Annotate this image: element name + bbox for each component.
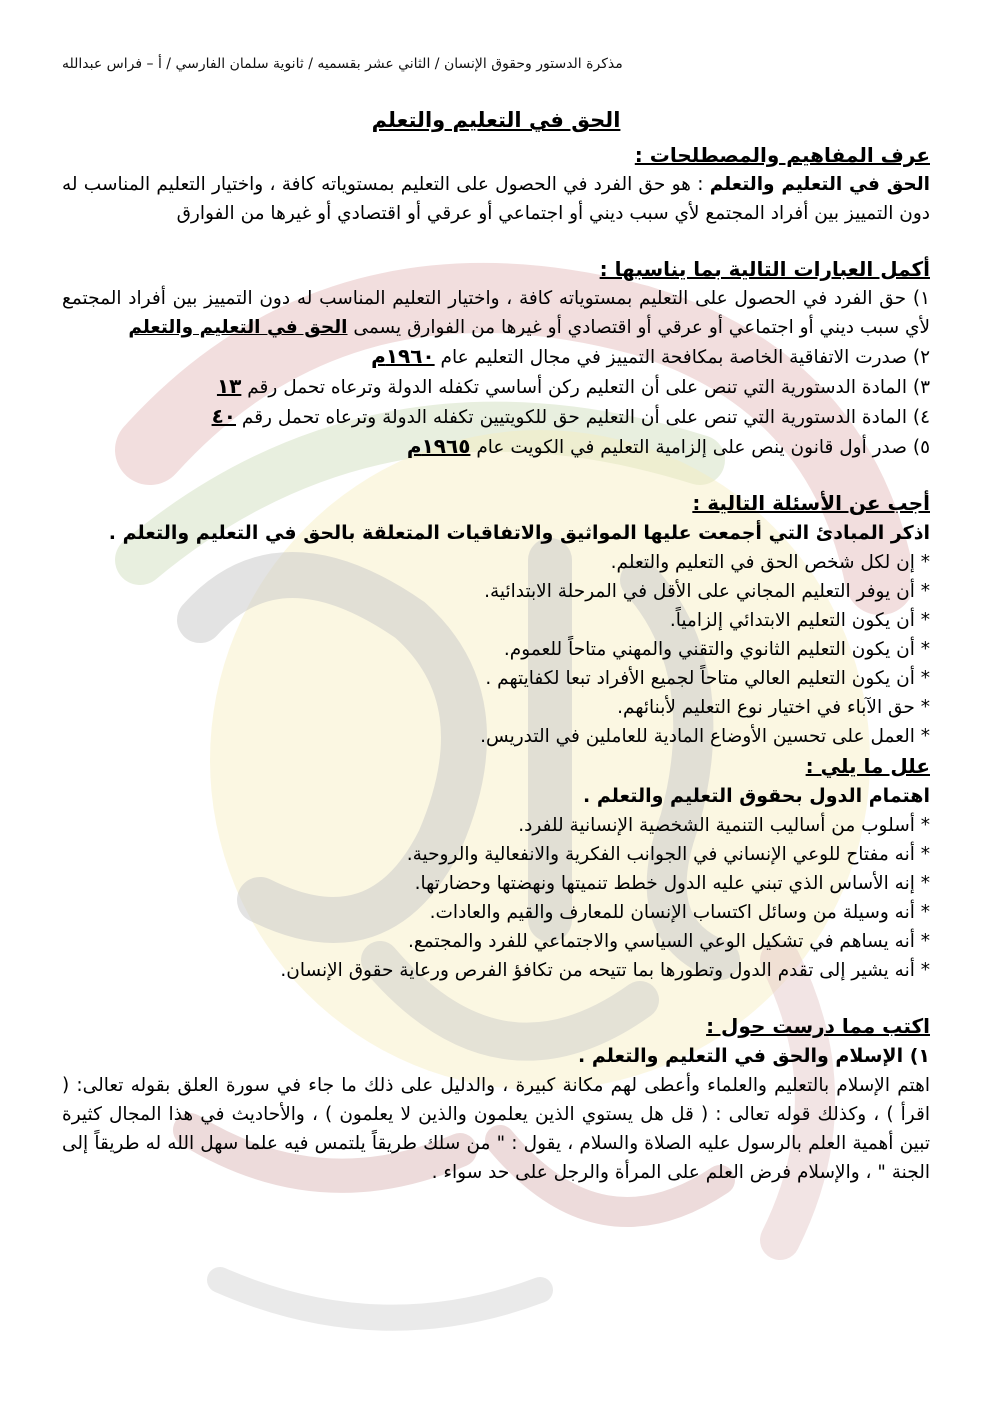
complete-answer-5: ١٩٦٥م <box>406 434 471 458</box>
complete-item-5: ٥) صدر أول قانون ينص على إلزامية التعليم في الكويت عام ١٩٦٥م <box>406 434 930 458</box>
list-item: * أن يكون التعليم الثانوي والتقني والمهني متاحاً للعموم. <box>503 639 930 660</box>
write-paragraph: اهتم الإسلام بالتعليم والعلماء وأعطى لهم مكانة كبيرة ، والدليل على ذلك ما جاء في سورة العلق بقوله تعالى: ( اقرأ ) ، وكذلك قوله تعالى : ( قل هل يستوي الذين يعلمون والذين لا يعلمون ) ، والأحاديث في هذا المجال كثيرة تبين أهمية العلم بالرسول عليه الصلاة والسلام ، يقول : " من سلك طريقاً يلتمس فيه علما سهل الله له طريقاً إلى الجنة " ، والإسلام فرض العلم على المرأة والرجل على حد سواء . <box>62 1075 930 1183</box>
complete-answer-4: ٤٠ <box>211 404 236 428</box>
list-item: * أن يكون التعليم الابتدائي إلزامياً. <box>669 610 930 631</box>
definition-text: : هو حق الفرد في الحصول على التعليم بمستوياته كافة ، واختيار التعليم المناسب له دون التمييز بين أفراد المجتمع لأي سبب ديني أو اجتماعي أو عرقي أو اقتصادي أو غيرها من الفوارق <box>62 174 930 224</box>
explain-question: اهتمام الدول بحقوق التعليم والتعلم . <box>583 785 930 807</box>
complete-answer-1: الحق في التعليم والتعلم <box>128 317 348 338</box>
complete-answer-3: ١٣ <box>216 374 242 398</box>
write-question: ١) الإسلام والحق في التعليم والتعلم . <box>578 1045 930 1067</box>
list-item: * العمل على تحسين الأوضاع المادية للعاملين في التدريس. <box>480 726 930 747</box>
list-item: * أسلوب من أساليب التنمية الشخصية الإنسانية للفرد. <box>518 815 930 836</box>
list-item: * أنه وسيلة من وسائل اكتساب الإنسان للمعارف والقيم والعادات. <box>429 902 930 923</box>
answer-questions-heading: أجب عن الأسئلة التالية : <box>692 491 930 515</box>
list-item: * حق الآباء في اختيار نوع التعليم لأبنائهم. <box>617 697 930 718</box>
document-content <box>62 56 930 1187</box>
complete-heading: أكمل العبارات التالية بما يناسبها : <box>599 257 930 281</box>
list-item: * أن يوفر التعليم المجاني على الأقل في المرحلة الابتدائية. <box>484 581 930 602</box>
complete-item-3: ٣) المادة الدستورية التي تنص على أن التعليم ركن أساسي تكفله الدولة وترعاه تحمل رقم ١٣ <box>216 374 930 398</box>
list-item: * إنه الأساس الذي تبني عليه الدول خطط تنميتها ونهضتها وحضارتها. <box>414 873 930 894</box>
complete-item-4: ٤) المادة الدستورية التي تنص على أن التعليم حق للكويتيين تكفله الدولة وترعاه تحمل رقم ٤٠ <box>211 404 930 428</box>
complete-item-2: ٢) صدرت الاتفاقية الخاصة بمكافحة التمييز في مجال التعليم عام ١٩٦٠م <box>371 344 930 368</box>
explain-heading: علل ما يلي : <box>805 754 930 778</box>
definition-term: الحق في التعليم والتعلم <box>709 174 931 195</box>
list-item: * أن يكون التعليم العالي متاحاً لجميع الأفراد تبعا لكفايتهم . <box>485 668 930 689</box>
list-item: * أنه يشير إلى تقدم الدول وتطورها بما تتيحه من تكافؤ الفرص ورعاية حقوق الإنسان. <box>280 960 930 981</box>
list-item: * أنه يساهم في تشكيل الوعي السياسي والاجتماعي للفرد والمجتمع. <box>407 931 930 952</box>
principles-question: اذكر المبادئ التي أجمعت عليها المواثيق والاتفاقيات المتعلقة بالحق في التعليم والتعلم . <box>108 522 930 544</box>
complete-item-1: ١) حق الفرد في الحصول على التعليم بمستوياته كافة ، واختيار التعليم المناسب له دون التمييز بين أفراد المجتمع لأي سبب ديني أو اجتماعي أو عرقي أو اقتصادي أو غيرها من الفوارق يسمى الحق في التعليم والتعلم <box>62 288 930 338</box>
definitions-heading: عرف المفاهيم والمصطلحات : <box>634 143 930 167</box>
definition-paragraph <box>62 170 930 228</box>
complete-answer-2: ١٩٦٠م <box>371 344 435 368</box>
list-item: * إن لكل شخص الحق في التعليم والتعلم. <box>610 552 930 573</box>
list-item: * أنه مفتاح للوعي الإنساني في الجوانب الفكرية والانفعالية والروحية. <box>406 844 930 865</box>
write-heading: اكتب مما درست حول : <box>706 1014 930 1038</box>
page-header: مذكرة الدستور وحقوق الإنسان / الثاني عشر بقسميه / ثانوية سلمان الفارسي / أ – فراس عبدالله <box>62 56 623 72</box>
page-title: الحق في التعليم والتعلم <box>371 108 621 132</box>
